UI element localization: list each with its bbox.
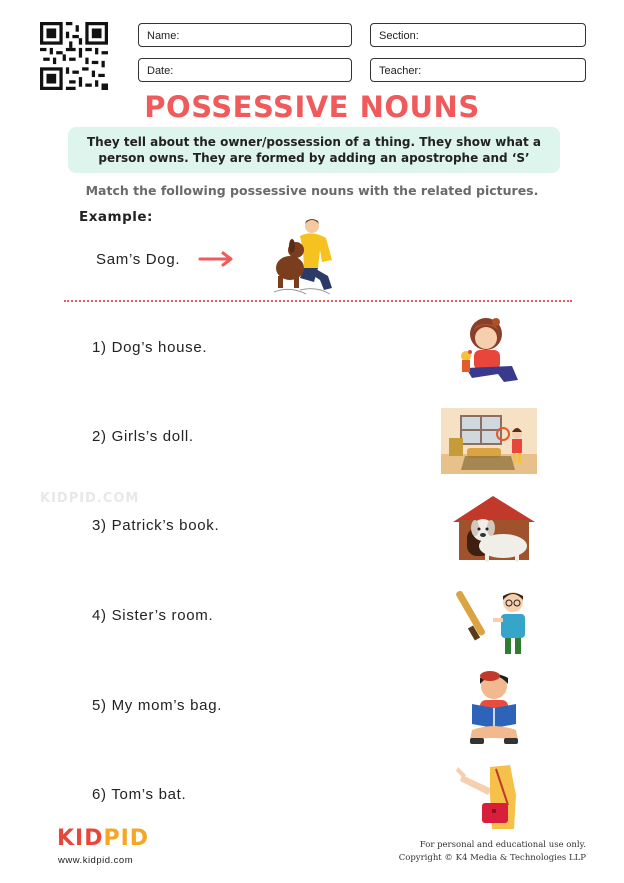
section-divider <box>64 300 572 302</box>
dog-house-icon <box>449 492 539 564</box>
boy-with-bat-icon <box>455 586 533 656</box>
kidpid-logo <box>57 826 149 851</box>
list-item: 3) Patrick’s book. <box>92 517 220 534</box>
example-heading: Example: <box>79 209 153 225</box>
example-text: Sam’s Dog. <box>96 251 181 268</box>
teacher-field[interactable] <box>370 58 586 82</box>
section-label: Section: <box>379 30 419 42</box>
instruction-text: Match the following possessive nouns with the related pictures. <box>85 183 539 198</box>
arrow-right-icon <box>198 250 236 268</box>
definition-box: They tell about the owner/possession of a thing. They show what a person owns. They are formed by adding an apostrophe and ‘S’ <box>68 127 560 173</box>
list-item: 4) Sister’s room. <box>92 607 214 624</box>
list-item: 6) Tom’s bat. <box>92 786 187 803</box>
page-title: POSSESSIVE NOUNS <box>144 90 480 124</box>
name-field[interactable] <box>138 23 352 47</box>
site-url[interactable]: www.kidpid.com <box>58 855 134 866</box>
name-label: Name: <box>147 30 180 42</box>
copyright-note: Copyright © K4 Media & Technologies LLP <box>398 853 586 863</box>
date-label: Date: <box>147 65 174 77</box>
qr-code-icon <box>40 22 108 90</box>
teacher-label: Teacher: <box>379 65 422 77</box>
list-item: 1) Dog’s house. <box>92 339 208 356</box>
man-with-dog-icon <box>270 216 338 298</box>
date-field[interactable] <box>138 58 352 82</box>
section-field[interactable] <box>370 23 586 47</box>
usage-note: For personal and educational use only. <box>419 840 586 850</box>
watermark: KIDPID.COM <box>40 491 140 506</box>
list-item: 2) Girls’s doll. <box>92 428 194 445</box>
boy-reading-book-icon <box>464 668 524 748</box>
room-with-girl-icon <box>441 408 537 474</box>
logo-part-pid: PID <box>103 826 150 851</box>
girl-with-doll-icon <box>452 316 522 388</box>
woman-with-bag-icon <box>452 765 524 831</box>
list-item: 5) My mom’s bag. <box>92 697 223 714</box>
logo-part-kid: KID <box>57 826 104 851</box>
